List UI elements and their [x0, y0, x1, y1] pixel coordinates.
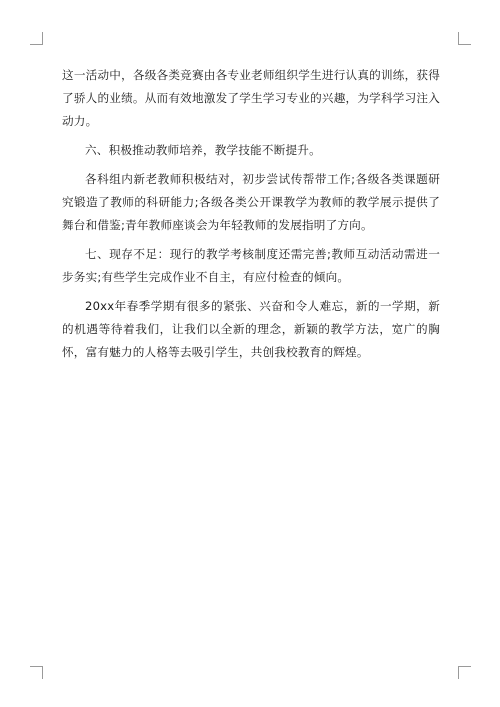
paragraph-teacher-training: 各科组内新老教师积极结对，初步尝试传帮带工作;各级各类课题研究锻造了教师的科研能力;各级各类公开课教学为教师的教学展示提供了舞台和借鉴;青年教师座谈会为年轻教师的发展指明了方向。 — [62, 172, 440, 232]
crop-mark-bottom-right — [458, 666, 471, 679]
section-heading-seven-shortcomings: 七、现存不足：现行的教学考核制度还需完善;教师互动活动需进一步务实;有些学生完成作业不自主，有应付检查的倾向。 — [62, 247, 440, 284]
crop-mark-bottom-left — [30, 666, 43, 679]
paragraph-closing: 20xx年春季学期有很多的紧张、兴奋和令人难忘，新的一学期，新的机遇等待着我们，让我们以全新的理念，新颖的教学方法，宽广的胸怀，富有魅力的人格等去吸引学生，共创我校教育的辉煌。 — [62, 299, 440, 359]
paragraph-continuation: 这一活动中，各级各类竞赛由各专业老师组织学生进行认真的训练，获得了骄人的业绩。从而有效地激发了学生学习专业的兴趣，为学科学习注入动力。 — [62, 68, 440, 128]
crop-mark-top-left — [30, 32, 43, 45]
crop-mark-top-right — [458, 32, 471, 45]
document-body — [62, 64, 440, 370]
section-heading-six: 六、积极推动教师培养，教学技能不断提升。 — [85, 143, 321, 157]
